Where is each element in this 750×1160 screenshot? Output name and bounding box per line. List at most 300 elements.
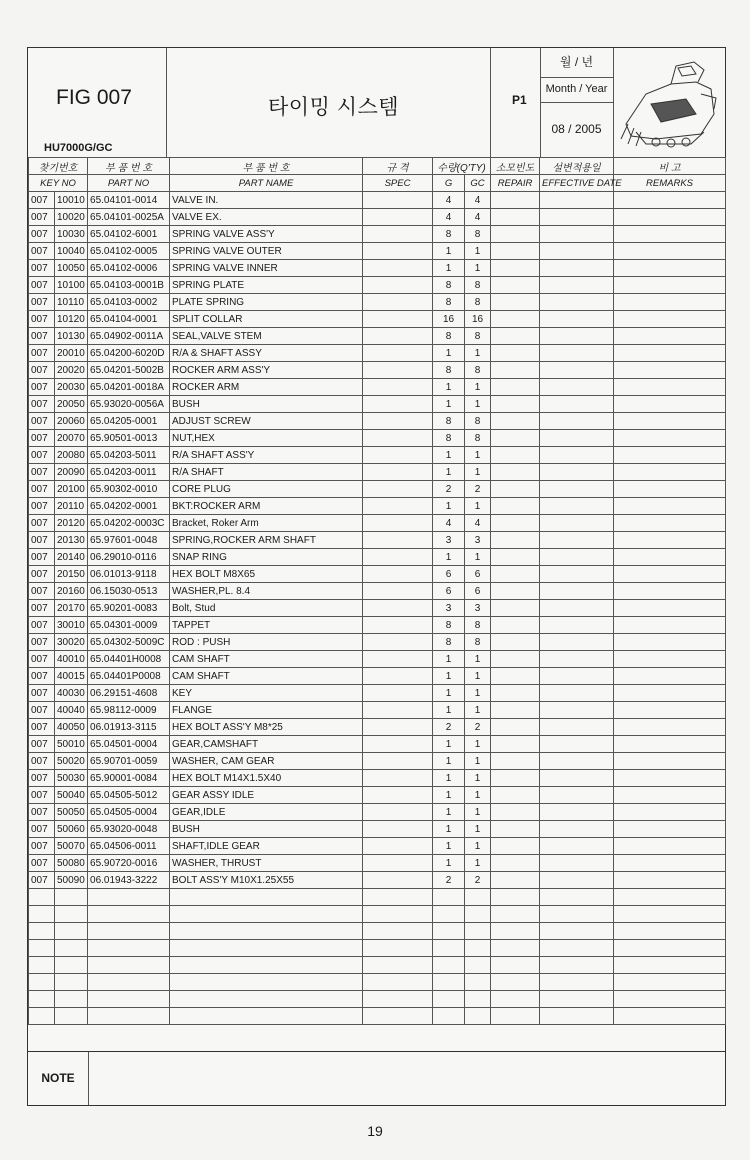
table-row xyxy=(29,311,726,328)
fig-cell: 007 xyxy=(29,685,55,702)
part-name-cell: BUSH xyxy=(170,821,363,838)
fig-cell: 007 xyxy=(29,600,55,617)
key-cell: 20100 xyxy=(55,481,88,498)
part-number-cell: 65.04203-0011 xyxy=(88,464,170,481)
part-name-cell: ROD : PUSH xyxy=(170,634,363,651)
spec-cell xyxy=(363,549,433,566)
page-number: 19 xyxy=(367,1123,383,1139)
remarks-cell xyxy=(614,753,726,770)
col-key-kr: 찾기번호 xyxy=(29,158,88,175)
qty-gc-cell xyxy=(465,957,491,974)
qty-gc-cell: 1 xyxy=(465,260,491,277)
part-name-cell: SPLIT COLLAR xyxy=(170,311,363,328)
repair-cell xyxy=(491,447,540,464)
fig-cell xyxy=(29,923,55,940)
qty-gc-cell: 8 xyxy=(465,294,491,311)
effective-date-cell xyxy=(540,566,614,583)
part-number-cell: 65.04201-0018A xyxy=(88,379,170,396)
spec-cell xyxy=(363,413,433,430)
qty-g-cell xyxy=(433,906,465,923)
qty-g-cell: 1 xyxy=(433,702,465,719)
remarks-cell xyxy=(614,294,726,311)
effective-date-cell xyxy=(540,906,614,923)
qty-g-cell xyxy=(433,1008,465,1025)
qty-gc-cell xyxy=(465,974,491,991)
part-number-cell xyxy=(88,940,170,957)
remarks-cell xyxy=(614,634,726,651)
spec-cell xyxy=(363,260,433,277)
table-row xyxy=(29,549,726,566)
qty-g-cell xyxy=(433,957,465,974)
part-number-cell: 06.15030-0513 xyxy=(88,583,170,600)
part-name-cell: R/A & SHAFT ASSY xyxy=(170,345,363,362)
repair-cell xyxy=(491,1008,540,1025)
fig-cell: 007 xyxy=(29,838,55,855)
part-name-cell: SNAP RING xyxy=(170,549,363,566)
part-number-cell xyxy=(88,957,170,974)
key-cell xyxy=(55,923,88,940)
table-row xyxy=(29,260,726,277)
part-number-cell: 65.04902-0011A xyxy=(88,328,170,345)
qty-gc-cell xyxy=(465,906,491,923)
remarks-cell xyxy=(614,413,726,430)
qty-gc-cell: 1 xyxy=(465,855,491,872)
part-name-cell: ADJUST SCREW xyxy=(170,413,363,430)
part-name-cell: WASHER, CAM GEAR xyxy=(170,753,363,770)
table-row xyxy=(29,515,726,532)
spec-cell xyxy=(363,498,433,515)
table-row xyxy=(29,328,726,345)
effective-date-cell xyxy=(540,209,614,226)
part-number-cell: 65.04505-5012 xyxy=(88,787,170,804)
part-name-cell: VALVE IN. xyxy=(170,192,363,209)
col-repair-kr: 소모빈도 xyxy=(491,158,540,175)
qty-g-cell: 6 xyxy=(433,566,465,583)
effective-date-cell xyxy=(540,362,614,379)
spec-cell xyxy=(363,464,433,481)
repair-cell xyxy=(491,430,540,447)
empty-table-row xyxy=(29,923,726,940)
effective-date-cell xyxy=(540,872,614,889)
repair-cell xyxy=(491,651,540,668)
table-row xyxy=(29,855,726,872)
spec-cell xyxy=(363,277,433,294)
col-partname-kr: 부 품 번 호 xyxy=(170,158,363,175)
qty-g-cell: 1 xyxy=(433,498,465,515)
effective-date-cell xyxy=(540,413,614,430)
qty-g-cell: 3 xyxy=(433,532,465,549)
remarks-cell xyxy=(614,855,726,872)
effective-date-cell xyxy=(540,855,614,872)
effective-date-cell xyxy=(540,634,614,651)
effective-date-cell xyxy=(540,260,614,277)
effective-date-cell xyxy=(540,430,614,447)
key-cell: 50020 xyxy=(55,753,88,770)
fig-cell: 007 xyxy=(29,872,55,889)
qty-gc-cell: 8 xyxy=(465,277,491,294)
fig-cell: 007 xyxy=(29,345,55,362)
col-partno-kr: 부 품 번 호 xyxy=(88,158,170,175)
part-name-cell: BKT:ROCKER ARM xyxy=(170,498,363,515)
fig-cell xyxy=(29,889,55,906)
part-number-cell: 65.90501-0013 xyxy=(88,430,170,447)
key-cell: 20160 xyxy=(55,583,88,600)
repair-cell xyxy=(491,532,540,549)
remarks-cell xyxy=(614,549,726,566)
remarks-cell xyxy=(614,1008,726,1025)
qty-g-cell: 8 xyxy=(433,277,465,294)
qty-g-cell: 1 xyxy=(433,736,465,753)
table-row xyxy=(29,379,726,396)
effective-date-cell xyxy=(540,940,614,957)
qty-gc-cell: 1 xyxy=(465,821,491,838)
part-number-cell: 65.97601-0048 xyxy=(88,532,170,549)
fig-cell xyxy=(29,991,55,1008)
table-row xyxy=(29,413,726,430)
month-year-kr-label: 월 / 년 xyxy=(540,48,613,78)
repair-cell xyxy=(491,906,540,923)
key-cell: 50080 xyxy=(55,855,88,872)
part-name-cell: KEY xyxy=(170,685,363,702)
spec-cell xyxy=(363,226,433,243)
month-year-en-label: Month / Year xyxy=(540,77,613,103)
spec-cell xyxy=(363,583,433,600)
qty-g-cell: 4 xyxy=(433,192,465,209)
table-row xyxy=(29,651,726,668)
repair-cell xyxy=(491,855,540,872)
fig-cell: 007 xyxy=(29,855,55,872)
spec-cell xyxy=(363,566,433,583)
part-name-cell: TAPPET xyxy=(170,617,363,634)
table-row xyxy=(29,192,726,209)
remarks-cell xyxy=(614,702,726,719)
remarks-cell xyxy=(614,328,726,345)
qty-gc-cell: 1 xyxy=(465,345,491,362)
repair-cell xyxy=(491,991,540,1008)
spec-cell xyxy=(363,940,433,957)
effective-date-cell xyxy=(540,549,614,566)
part-number-cell: 65.04401H0008 xyxy=(88,651,170,668)
qty-gc-cell: 8 xyxy=(465,617,491,634)
fig-cell: 007 xyxy=(29,413,55,430)
table-row xyxy=(29,583,726,600)
fig-cell: 007 xyxy=(29,277,55,294)
part-number-cell: 65.90302-0010 xyxy=(88,481,170,498)
key-cell: 50040 xyxy=(55,787,88,804)
part-name-cell: SPRING,ROCKER ARM SHAFT xyxy=(170,532,363,549)
effective-date-cell xyxy=(540,974,614,991)
col-key-en: KEY NO xyxy=(29,175,88,192)
table-row xyxy=(29,532,726,549)
repair-cell xyxy=(491,617,540,634)
table-row xyxy=(29,209,726,226)
part-name-cell: Bracket, Roker Arm xyxy=(170,515,363,532)
fig-cell: 007 xyxy=(29,430,55,447)
part-number-cell: 65.04506-0011 xyxy=(88,838,170,855)
spec-cell xyxy=(363,600,433,617)
part-number-cell: 65.04203-5011 xyxy=(88,447,170,464)
repair-cell xyxy=(491,787,540,804)
spec-cell xyxy=(363,430,433,447)
remarks-cell xyxy=(614,957,726,974)
effective-date-cell xyxy=(540,651,614,668)
effective-date-cell xyxy=(540,192,614,209)
remarks-cell xyxy=(614,804,726,821)
remarks-cell xyxy=(614,974,726,991)
effective-date-cell xyxy=(540,668,614,685)
qty-g-cell: 6 xyxy=(433,583,465,600)
repair-cell xyxy=(491,821,540,838)
remarks-cell xyxy=(614,277,726,294)
qty-g-cell: 1 xyxy=(433,345,465,362)
part-name-cell: SPRING VALVE INNER xyxy=(170,260,363,277)
effective-date-cell xyxy=(540,328,614,345)
part-number-cell: 65.90701-0059 xyxy=(88,753,170,770)
fig-cell: 007 xyxy=(29,464,55,481)
fig-cell: 007 xyxy=(29,260,55,277)
effective-date-cell xyxy=(540,838,614,855)
key-cell: 10040 xyxy=(55,243,88,260)
spec-cell xyxy=(363,379,433,396)
spec-cell xyxy=(363,532,433,549)
part-number-cell: 65.04103-0002 xyxy=(88,294,170,311)
remarks-cell xyxy=(614,515,726,532)
table-row xyxy=(29,770,726,787)
empty-table-row xyxy=(29,991,726,1008)
fig-cell: 007 xyxy=(29,498,55,515)
fig-cell: 007 xyxy=(29,702,55,719)
repair-cell xyxy=(491,957,540,974)
key-cell: 40015 xyxy=(55,668,88,685)
key-cell xyxy=(55,1008,88,1025)
spec-cell xyxy=(363,685,433,702)
col-effective-en: EFFECTIVE DATE xyxy=(540,175,614,192)
key-cell: 20080 xyxy=(55,447,88,464)
repair-cell xyxy=(491,889,540,906)
effective-date-cell xyxy=(540,515,614,532)
spec-cell xyxy=(363,719,433,736)
qty-g-cell: 8 xyxy=(433,634,465,651)
col-spec-kr: 규 격 xyxy=(363,158,433,175)
empty-table-row xyxy=(29,906,726,923)
qty-gc-cell: 8 xyxy=(465,413,491,430)
repair-cell xyxy=(491,838,540,855)
fig-cell: 007 xyxy=(29,209,55,226)
qty-gc-cell: 8 xyxy=(465,430,491,447)
note-label: NOTE xyxy=(28,1052,89,1105)
remarks-cell xyxy=(614,362,726,379)
repair-cell xyxy=(491,668,540,685)
divider xyxy=(613,48,614,157)
spec-cell xyxy=(363,362,433,379)
effective-date-cell xyxy=(540,600,614,617)
qty-gc-cell: 1 xyxy=(465,838,491,855)
qty-g-cell: 1 xyxy=(433,753,465,770)
key-cell: 40010 xyxy=(55,651,88,668)
effective-date-cell xyxy=(540,719,614,736)
repair-cell xyxy=(491,396,540,413)
table-row xyxy=(29,345,726,362)
part-number-cell xyxy=(88,1008,170,1025)
fig-cell: 007 xyxy=(29,447,55,464)
part-number-cell xyxy=(88,991,170,1008)
remarks-cell xyxy=(614,464,726,481)
col-g-en: G xyxy=(433,175,465,192)
part-name-cell: HEX BOLT M8X65 xyxy=(170,566,363,583)
figure-number: FIG 007 xyxy=(56,86,132,109)
part-number-cell: 65.93020-0056A xyxy=(88,396,170,413)
effective-date-cell xyxy=(540,532,614,549)
col-partno-en: PART NO xyxy=(88,175,170,192)
fig-cell: 007 xyxy=(29,804,55,821)
part-name-cell: SPRING VALVE ASS'Y xyxy=(170,226,363,243)
effective-date-cell xyxy=(540,345,614,362)
qty-gc-cell: 3 xyxy=(465,600,491,617)
fig-cell: 007 xyxy=(29,668,55,685)
spec-cell xyxy=(363,821,433,838)
part-number-cell: 65.04205-0001 xyxy=(88,413,170,430)
key-cell: 20150 xyxy=(55,566,88,583)
effective-date-cell xyxy=(540,481,614,498)
key-cell: 20120 xyxy=(55,515,88,532)
part-name-cell: HEX BOLT M14X1.5X40 xyxy=(170,770,363,787)
effective-date-cell xyxy=(540,447,614,464)
qty-g-cell xyxy=(433,974,465,991)
fig-cell xyxy=(29,1008,55,1025)
qty-gc-cell xyxy=(465,940,491,957)
col-partname-en: PART NAME xyxy=(170,175,363,192)
spec-cell xyxy=(363,651,433,668)
qty-gc-cell: 4 xyxy=(465,515,491,532)
effective-date-cell xyxy=(540,804,614,821)
part-number-cell: 65.04501-0004 xyxy=(88,736,170,753)
qty-g-cell: 1 xyxy=(433,464,465,481)
fig-cell: 007 xyxy=(29,311,55,328)
qty-g-cell: 8 xyxy=(433,617,465,634)
table-row xyxy=(29,702,726,719)
fig-cell: 007 xyxy=(29,787,55,804)
key-cell: 20050 xyxy=(55,396,88,413)
fig-cell: 007 xyxy=(29,226,55,243)
empty-table-row xyxy=(29,889,726,906)
spec-cell xyxy=(363,787,433,804)
fig-cell: 007 xyxy=(29,481,55,498)
key-cell: 10030 xyxy=(55,226,88,243)
effective-date-cell xyxy=(540,617,614,634)
qty-g-cell: 1 xyxy=(433,243,465,260)
repair-cell xyxy=(491,345,540,362)
key-cell: 20020 xyxy=(55,362,88,379)
table-row xyxy=(29,447,726,464)
remarks-cell xyxy=(614,668,726,685)
part-number-cell xyxy=(88,906,170,923)
qty-gc-cell: 1 xyxy=(465,770,491,787)
spec-cell xyxy=(363,923,433,940)
qty-gc-cell: 1 xyxy=(465,736,491,753)
effective-date-cell xyxy=(540,464,614,481)
remarks-cell xyxy=(614,923,726,940)
qty-g-cell: 2 xyxy=(433,872,465,889)
repair-cell xyxy=(491,498,540,515)
qty-gc-cell: 2 xyxy=(465,719,491,736)
qty-g-cell: 2 xyxy=(433,719,465,736)
remarks-cell xyxy=(614,685,726,702)
remarks-cell xyxy=(614,192,726,209)
remarks-cell xyxy=(614,583,726,600)
fig-cell: 007 xyxy=(29,583,55,600)
qty-gc-cell: 1 xyxy=(465,668,491,685)
repair-cell xyxy=(491,940,540,957)
model-name: HU7000G/GC xyxy=(44,142,113,154)
fig-cell: 007 xyxy=(29,821,55,838)
empty-table-row xyxy=(29,974,726,991)
empty-table-row xyxy=(29,940,726,957)
remarks-cell xyxy=(614,226,726,243)
repair-cell xyxy=(491,209,540,226)
qty-g-cell: 1 xyxy=(433,260,465,277)
qty-g-cell: 2 xyxy=(433,481,465,498)
effective-date-cell xyxy=(540,226,614,243)
effective-date-cell xyxy=(540,277,614,294)
table-row xyxy=(29,719,726,736)
qty-g-cell: 1 xyxy=(433,787,465,804)
key-cell xyxy=(55,957,88,974)
part-number-cell xyxy=(88,974,170,991)
note-section xyxy=(28,1051,725,1105)
part-number-cell: 06.01943-3222 xyxy=(88,872,170,889)
qty-gc-cell: 16 xyxy=(465,311,491,328)
effective-date-cell xyxy=(540,379,614,396)
qty-gc-cell: 6 xyxy=(465,566,491,583)
qty-gc-cell: 1 xyxy=(465,702,491,719)
repair-cell xyxy=(491,311,540,328)
spec-cell xyxy=(363,192,433,209)
remarks-cell xyxy=(614,770,726,787)
table-row xyxy=(29,464,726,481)
divider xyxy=(490,48,491,157)
table-row xyxy=(29,498,726,515)
qty-gc-cell: 4 xyxy=(465,209,491,226)
part-number-cell: 65.04302-5009C xyxy=(88,634,170,651)
remarks-cell xyxy=(614,447,726,464)
key-cell: 40050 xyxy=(55,719,88,736)
table-row xyxy=(29,838,726,855)
qty-g-cell: 16 xyxy=(433,311,465,328)
remarks-cell xyxy=(614,243,726,260)
part-number-cell: 65.04202-0001 xyxy=(88,498,170,515)
effective-date-cell xyxy=(540,787,614,804)
repair-cell xyxy=(491,243,540,260)
fig-cell: 007 xyxy=(29,617,55,634)
remarks-cell xyxy=(614,430,726,447)
qty-g-cell: 1 xyxy=(433,447,465,464)
part-number-cell: 06.29010-0116 xyxy=(88,549,170,566)
effective-date-cell xyxy=(540,311,614,328)
key-cell: 20010 xyxy=(55,345,88,362)
qty-g-cell xyxy=(433,923,465,940)
table-row xyxy=(29,685,726,702)
qty-g-cell: 1 xyxy=(433,855,465,872)
remarks-cell xyxy=(614,600,726,617)
col-effective-kr: 설변적용일 xyxy=(540,158,614,175)
repair-cell xyxy=(491,804,540,821)
fig-cell xyxy=(29,940,55,957)
empty-table-row xyxy=(29,957,726,974)
repair-cell xyxy=(491,753,540,770)
table-row xyxy=(29,566,726,583)
qty-g-cell: 1 xyxy=(433,668,465,685)
repair-cell xyxy=(491,379,540,396)
